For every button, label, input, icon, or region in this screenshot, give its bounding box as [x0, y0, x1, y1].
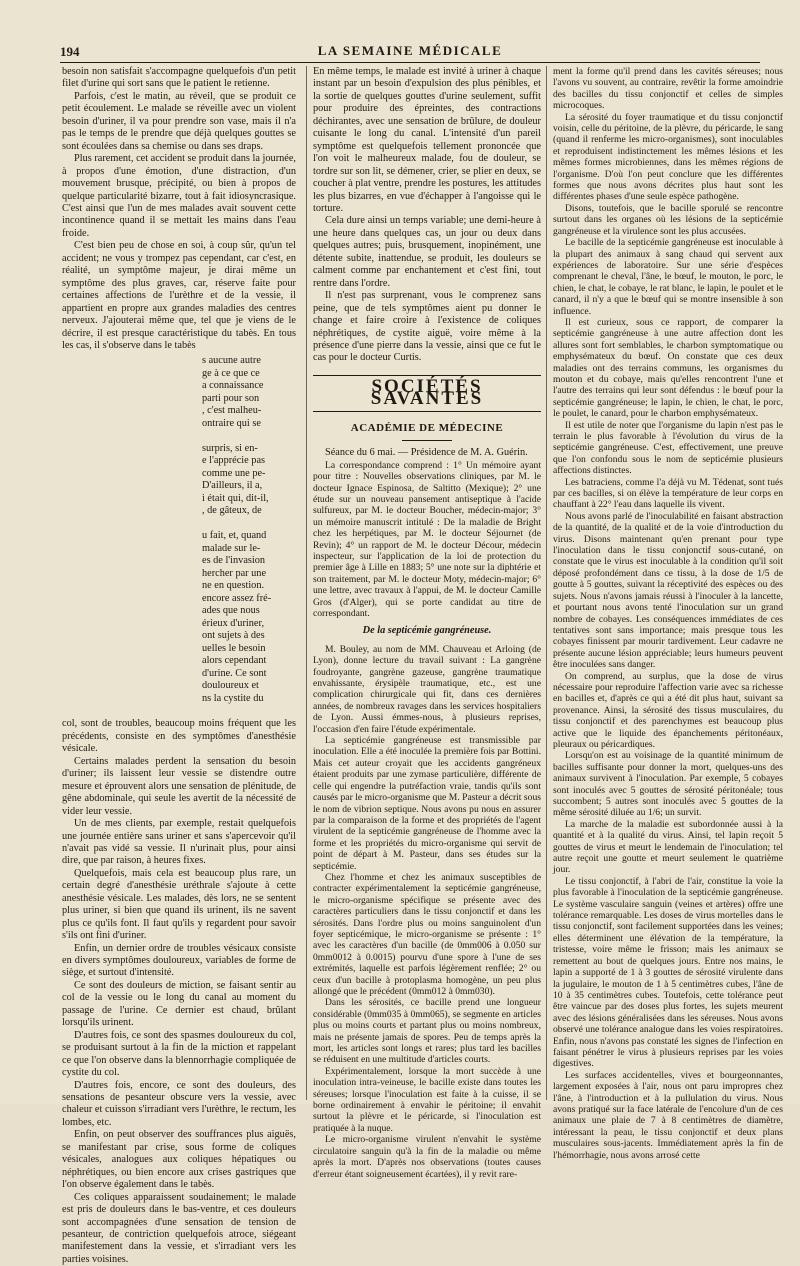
- torn-line: es de l'invasion: [202, 555, 266, 567]
- torn-line: hercher par une: [202, 567, 267, 579]
- paragraph: Il est utile de noter que l'organisme du lapin n'est pas le terrain le plus favorable à l'évolution du virus de la septicémie gangréneuse. C'est, effectivement, une preuve que l'on confondu sous le nom de septicémie plusieurs affections distinctes.: [553, 419, 783, 477]
- paragraph: On comprend, au surplus, que la dose de virus nécessaire pour reproduire l'affection varie avec sa richesse en bacilles et, d'après ce qui a été dit plus haut, suivant sa provenance. Ainsi, la sérosité des tissus musculaires, du tissu conjonctif et des parenchymes est beaucoup plus active que le liquide des épanchements péritonéaux, pleuraux ou péricardiques.: [553, 670, 783, 750]
- paragraph: D'autres fois, encore, ce sont des douleurs, des sensations de pesanteur obscure vers la vessie, avec chaleur et cuisson s'irradiant vers l'urèthre, le rectum, les lombes, etc.: [62, 1079, 296, 1128]
- paragraph: Il est curieux, sous ce rapport, de comparer la septicémie gangréneuse à une autre affection dont les allures sont fort semblables, le charbon symptomatique ou emphysémateux du bœuf. On constate que ces deux maladies ont des terrains communs, les organismes du mouton et du cobaye, mais qu'elles rencontrent l'une et l'autre des terrains qui leur sont défendus : le bœuf pour la septicémie gangréneuse; le lapin, le chien, le chat, le porc, le poulet, le canard, pour le charbon emphysémateux.: [553, 316, 783, 420]
- torn-line: ont sujets à des: [202, 630, 265, 642]
- torn-line: d'urine. Ce sont: [202, 667, 267, 679]
- torn-line: e l'apprécie pas: [202, 455, 266, 467]
- page-number: 194: [60, 44, 80, 59]
- paragraph: Expérimentalement, lorsque la mort succède à une inoculation intra-veineuse, le bacille existe dans toutes les séreuses; lorsque l'inoculation est faite à la cuisse, il se borne ordinairement à envahir le péritoine; il envahit surtout la plèvre et le péricarde, si l'inoculation est pratiquée à la nuque.: [313, 1065, 541, 1134]
- torn-line: , de gâteux, de: [202, 505, 262, 517]
- torn-line: uelles le besoin: [202, 642, 266, 654]
- session-line: Séance du 6 mai. — Présidence de M. A. Guérin.: [325, 447, 528, 459]
- torn-line: i était qui, dit-il,: [202, 492, 269, 504]
- paragraph: La correspondance comprend : 1° Un mémoire ayant pour titre : Nouvelles observations cliniques, par M. le docteur Ignace Espinosa, de Saltitto (Mexique); 2° une étude sur un nouveau pansement antiseptique à l'acide sulfureux, par M. le docteur Boucher, médecin-major; 3° un mémoire manuscrit intitulé : De la maladie de Bright chez les herpétiques, par M. le docteur Séjournet (de Revin); 4° un rapport de M. le docteur Décour, médecin inspecteur, sur l'application de la loi de protection du premier âge à Lille en 1883; 5° une note sur la diphtérie et son traitement, par M. le docteur Moty, médecin-major; 6° une lettre, avec travaux à l'appui, de M. le docteur Camille Gros (d'Alger), qui se porte candidat au titre de correspondant.: [313, 459, 541, 619]
- torn-line: douloureux et: [202, 680, 259, 692]
- torn-line: ontraire qui se: [202, 417, 261, 429]
- paragraph: Dans les sérosités, ce bacille prend une longueur considérable (0mm035 à 0mm065), se segmente en articles plus ou moins courts et partant plus ou moins nombreux, mais ne présente jamais de spores. Peu de temps après la mort, les articles sont longs et rares; plus tard les bacilles se réduisent en une multitude d'articles courts.: [313, 997, 541, 1066]
- section-title: SOCIÉTÉS SAVANTES: [313, 375, 541, 412]
- torn-line: comme une pe-: [202, 467, 266, 479]
- paragraph: Le micro-organisme virulent n'envahit le système circulatoire sanguin qu'à la fin de la maladie ou même après la mort. D'après nos observations (toutes causes d'erreur étant soigneusement écartées), il y revit rare-: [313, 1134, 541, 1180]
- paragraph: M. Bouley, au nom de MM. Chauveau et Arloing (de Lyon), donne lecture du travail suivant : La gangrène foudroyante, gangrène gazeuse, gangrène traumatique envahissante, érysipèle traumatique, etc., est une complication chirurgicale qui fit, dans ces dernières années, de nombreux ravages dans les services hospitaliers de Lyon. Aussi émmes-nous, à plusieurs reprises, l'occasion d'en faire l'étude expérimentale.: [313, 643, 541, 735]
- torn-line: , c'est malheu-: [202, 405, 262, 417]
- torn-line: ge à ce que ce: [202, 367, 260, 379]
- torn-line: [202, 430, 296, 443]
- paragraph: Cela dure ainsi un temps variable; une demi-heure à une heure dans quelques cas, un jour ou deux dans quelques autres; puis, brusquement, inopinément, une détente subite, inattendue, se produit, les douleurs se calment comme par enchantement et c'est fini, tout rentre dans l'ordre.: [313, 215, 541, 289]
- torn-line: surpris, si en-: [202, 442, 258, 454]
- paragraph: Certains malades perdent la sensation du besoin d'uriner; ils laissent leur vessie se distendre outre mesure et éprouvent alors une sensation de plénitude, de gêne abdominale, qui seule les avertit de la nécessité de vider leur vessie.: [62, 755, 296, 817]
- subsection-title: De la septicémie gangréneuse.: [362, 625, 492, 637]
- torn-line: [202, 518, 296, 531]
- column-2: [306, 66, 541, 1180]
- torn-line: ne en question.: [202, 580, 265, 592]
- paragraph: La sérosité du foyer traumatique et du tissu conjonctif voisin, celle du péritoine, de la plèvre, du péricarde, le sang (quand il renferme les micro-organismes), sont inoculables et reproduisent indistinctement les mêmes lésions et les mêmes formes microbiennes, dans les mêmes régions de l'organisme. D'où l'on peut conclure que les différentes formes que nous avons décrites plus haut sont les différentes phases d'une seule espèce pathogène.: [553, 111, 783, 203]
- paragraph: Le tissu conjonctif, à l'abri de l'air, constitue la voie la plus favorable à l'inoculation de la septicémie gangréneuse. Le système vasculaire sanguin (veines et artères) offre une tolérance remarquable. Les doses de virus mortelles dans le tissu conjonctif, sont facilement supportées dans les veines; elles déterminent une élévation de la température, la tristesse, voire même le frisson; mais les animaux se remettent au bout de quelques jours. Entre nos mains, le lapin a supporté de 1 à 3 gouttes de sérosité virulente dans la jugulaire, le mouton de 1 à 5 centimètres cubes, l'âne de 10 à 35 centimètres cubes. Toutefois, cette tolérance peut être vaincue par des doses plus fortes, les sujets meurent avec des lésions généralisées dans les séreuses. Nous avons observé une tolérance analogue dans les voies respiratoires. Enfin, nous n'avons pas constaté les signes de l'infection en faisant pénétrer le virus à plusieurs reprises par les voies digestives.: [553, 875, 783, 1070]
- paragraph: Chez l'homme et chez les animaux susceptibles de contracter expérimentalement la septicémie gangréneuse, le micro-organisme spécifique se présente avec des caractères particuliers dans le tissu conjonctif et dans les sérosités. Dans l'ordre plus ou moins sanguinolent d'un foyer septicémique, le micro-organisme se présente : 1° avec les caractères d'un bacille (de 0mm006 à 0.050 sur 0mm0012 à 0.0015) pourvu d'une spore à l'une de ses extrémités, laquelle est parfois légèrement renflée; 2° ou ceux d'un bacille à protoplasma homogène, un peu plus allongé que le précédent (0mm012 à 0mm030).: [313, 871, 541, 998]
- paragraph: Le bacille de la septicémie gangréneuse est inoculable à la plupart des animaux à sang chaud qui servent aux expériences de laboratoire. Sur une série d'espèces comprenant le cheval, l'âne, le bœuf, le mouton, le porc, le chien, le chat, le cobaye, le rat blanc, le lapin, le poulet et le canard, il n'y a que le bœuf qui se montre insensible à son influence.: [553, 237, 783, 317]
- torn-line: parti pour son: [202, 392, 260, 404]
- paragraph: Les batraciens, comme l'a déjà vu M. Tédenat, sont tués par ces bacilles, si on élève la température de leur corps en chauffant à 22° l'eau dans laquelle ils vivent.: [553, 476, 783, 511]
- paragraph: D'autres fois, ce sont des spasmes douloureux du col, se produisant surtout à la fin de la miction et rappelant ce que l'on observe dans la blennorrhagie compliquée de cystite du col.: [62, 1029, 296, 1079]
- torn-line: D'ailleurs, il a,: [202, 480, 263, 492]
- torn-line: a connaissance: [202, 380, 264, 392]
- paragraph: Nous avons parlé de l'inoculabilité en faisant abstraction de la quantité, de la qualité et de la voie d'introduction du virus. Disons maintenant qu'en prenant pour type l'inoculation dans le tissu conjonctif sous-cutané, on constate que le virus est inoculable à la condition qu'il soit déposé profondément dans ce tissu, à la dose de 1/5 de goutte à 5 gouttes, suivant la réceptivité des espèces ou des sujets. Nous n'avons jamais réussi à l'inoculer à la lancette, et pourtant nous avons tenté l'inoculation sur un grand nombre de cobayes. Les conséquences immédiates de ces tentatives sont sans importance; mais presque tous les cobayes finissent par mourir tardivement. Leur cadavre ne présente aucune lésion appréciable; leurs humeurs peuvent être inoculées sans danger.: [553, 510, 783, 671]
- paragraph: Ces coliques apparaissent soudainement; le malade est pris de douleurs dans le bas-ventre, et ces douleurs sont accompagnées d'une sensation de tension de pesanteur, de contriction quelquefois atroce, siégeant manifestement dans la vessie, et s'irradiant vers les parties voisines.: [62, 1191, 296, 1265]
- column-1: [62, 66, 296, 1265]
- torn-page-area: [62, 355, 296, 715]
- torn-line: u fait, et, quand: [202, 530, 267, 542]
- column-3: [546, 66, 783, 1161]
- torn-line: s aucune autre: [202, 355, 261, 367]
- paragraph: Plus rarement, cet accident se produit dans la journée, à propos d'une émotion, d'une distraction, d'un mouvement brusque, précipité, ou bien à propos de quelque particularité bizarre, tout à fait idiosyncrasique. C'est ainsi que l'un de mes malades avait souvent cette incontinence quand il se mettait les mains dans l'eau froide.: [62, 153, 296, 239]
- torn-line: encore assez fré-: [202, 592, 272, 604]
- paragraph: Il n'est pas surprenant, vous le comprenez sans peine, que de tels symptômes aient pu donner le change et faire croire à l'existence de coliques néphrétiques, de cystite aiguë, voire même à la présence d'une pierre dans la vessie, ainsi que ce fut le cas pour le docteur Curtis.: [313, 290, 541, 364]
- torn-fragment-text: [202, 355, 296, 705]
- academy-heading: ACADÉMIE DE MÉDECINE: [350, 421, 504, 434]
- paragraph: Quelquefois, mais cela est beaucoup plus rare, un certain degré d'anesthésie uréthrale s'ajoute à cette anesthésie vésicale. Les malades, dès lors, ne se sentent plus uriner, si bien que quand ils urinent, ils ne savent plus ce qu'ils font. Il faut qu'ils y regardent pour savoir s'ils ont fini d'uriner.: [62, 867, 296, 942]
- paragraph: col, sont de troubles, beaucoup moins fréquent que les précédents, consiste en des symptômes d'anesthésie vésicale.: [62, 718, 296, 755]
- torn-line: malade sur le-: [202, 542, 261, 554]
- paragraph: La septicémie gangréneuse est transmissible par inoculation. Elle a été inoculée la première fois par Bottini. Mais cet auteur croyait que les accidents gangréneux étaient produits par une zymase particulière, différente de celle qui engendre la putréfaction vraie, tandis qu'ils sont causés par le micro-organisme que M. Pasteur a décrit sous le nom de vibrion septique. Nous avons pu nous en assurer par la comparaison de la forme et des propriétés de l'agent virulent de la septicémie gangréneuse de l'homme avec la forme et les propriétés du micro-organisme qui servit de point de départ à M. Pasteur, dans ses études sur la septicémie.: [313, 735, 541, 872]
- running-title: LA SEMAINE MÉDICALE: [317, 43, 503, 58]
- torn-line: alors cependant: [202, 655, 267, 667]
- torn-line: ns la cystite du: [202, 692, 264, 704]
- paragraph: besoin non satisfait s'accompagne quelquefois d'un petit filet d'urine qui sort sans que le patient le retienne.: [62, 66, 296, 90]
- paragraph: La marche de la maladie est subordonnée aussi à la quantité et à la qualité du virus. Ainsi, tel lapin reçoit 5 gouttes de virus et meurt le lendemain de l'inoculation; tel autre reçoit une goutte et meurt seulement le quatrième jour.: [553, 818, 783, 876]
- paragraph: En même temps, le malade est invité à uriner à chaque instant par un besoin d'expulsion des plus pénibles, et la sortie de quelques gouttes d'urine seulement, suffit pour produire des épreintes, des contractions déchirantes, avec une sensation de brûlure, de douleur cuisante le long du canal. L'intensité d'un pareil symptôme est quelquefois tellement prononcée que l'on voit le malheureux malade, fou de douleur, se tordre sur son lit, se démener, crier, se plier en deux, se coucher à plat ventre, prendre les postures, les attitudes les plus bizarres, en vue d'échapper à l'angoisse qui le torture.: [313, 66, 541, 214]
- paragraph: ment la forme qu'il prend dans les cavités séreuses; nous l'avons vu souvent, au contraire, revêtir la forme amoindrie des bacilles du tissu conjonctif et celles de simples microcoques.: [553, 66, 783, 112]
- paragraph: Ce sont des douleurs de miction, se faisant sentir au col de la vessie ou le long du canal au moment du passage de l'urine. Ce dernier est chaud, brûlant lorsqu'ils urinent.: [62, 979, 296, 1029]
- torn-line: érieux d'uriner,: [202, 617, 265, 629]
- paragraph: Enfin, un dernier ordre de troubles vésicaux consiste en divers symptômes douloureux, variables de forme de siège, et surtout d'intensité.: [62, 942, 296, 979]
- paragraph: Lorsqu'on est au voisinage de la quantité minimum de bacilles suffisante pour donner la mort, quelques-uns des animaux survivent à l'inoculation. Par exemple, 5 cobayes sont inoculés avec 5 gouttes de sérosité péritonéale; tous succombent; 5 autres sont inoculés avec 5 gouttes de la même sérosité diluée au 1/6; un survit.: [553, 750, 783, 819]
- paragraph: Un de mes clients, par exemple, restait quelquefois une journée entière sans uriner et sans s'apercevoir qu'il n'avait pas vidé sa vessie. Il n'urinait plus, pour ainsi dire, que par raison, à heures fixes.: [62, 818, 296, 867]
- paragraph: Les surfaces accidentelles, vives et bourgeonnantes, largement exposées à l'air, nous ont paru impropres chez l'âne, à l'introduction et à la pullulation du virus. Nous avons pratiqué sur la face latérale de l'encolure d'un de ces animaux une plaie de 7 à 8 centimètres de diamètre, intéressant la peau, le tissu conjonctif et deux plans musculaires sous-jacents. Immédiatement après la fin de l'hémorrhagie, nous avons arrosé cette: [553, 1069, 783, 1161]
- paragraph: Enfin, on peut observer des souffrances plus aiguës, se manifestant par crise, sous forme de coliques vésicales, analogues aux coliques hépatiques ou néphrétiques, ou bien encore aux crises gastriques que l'on observe également dans le tabès.: [62, 1129, 296, 1191]
- paragraph: Disons, toutefois, que le bacille sporulé se rencontre surtout dans les organes où les lésions de la septicémie gangréneuse et la virulence sont les plus accusées.: [553, 202, 783, 237]
- page-header: [60, 42, 760, 63]
- paragraph: C'est bien peu de chose en soi, à coup sûr, qu'un tel accident; ne vous y trompez pas cependant, car c'est, en réalité, un symptôme majeur, je dirai même un symptôme des plus graves, car, réserve faite pour certaines affections de l'urèthre et de la vessie, il appartient en propre aux grandes maladies des centres nerveux. J'ajouterai même que, tel que je viens de le décrire, il est presque caractéristique du tabès. En tous les cas, il s'observe dans le tabès: [62, 240, 296, 351]
- divider: [402, 440, 452, 441]
- torn-line: ades que nous: [202, 605, 260, 617]
- paragraph: Parfois, c'est le matin, au réveil, que se produit ce petit écoulement. Le malade se réveille avec un violent besoin d'uriner, il va pour prendre son vase, mais il n'a pas le temps de le prendre que déjà quelques gouttes se sont écoulées dans sa chemise ou dans ses draps.: [62, 90, 296, 152]
